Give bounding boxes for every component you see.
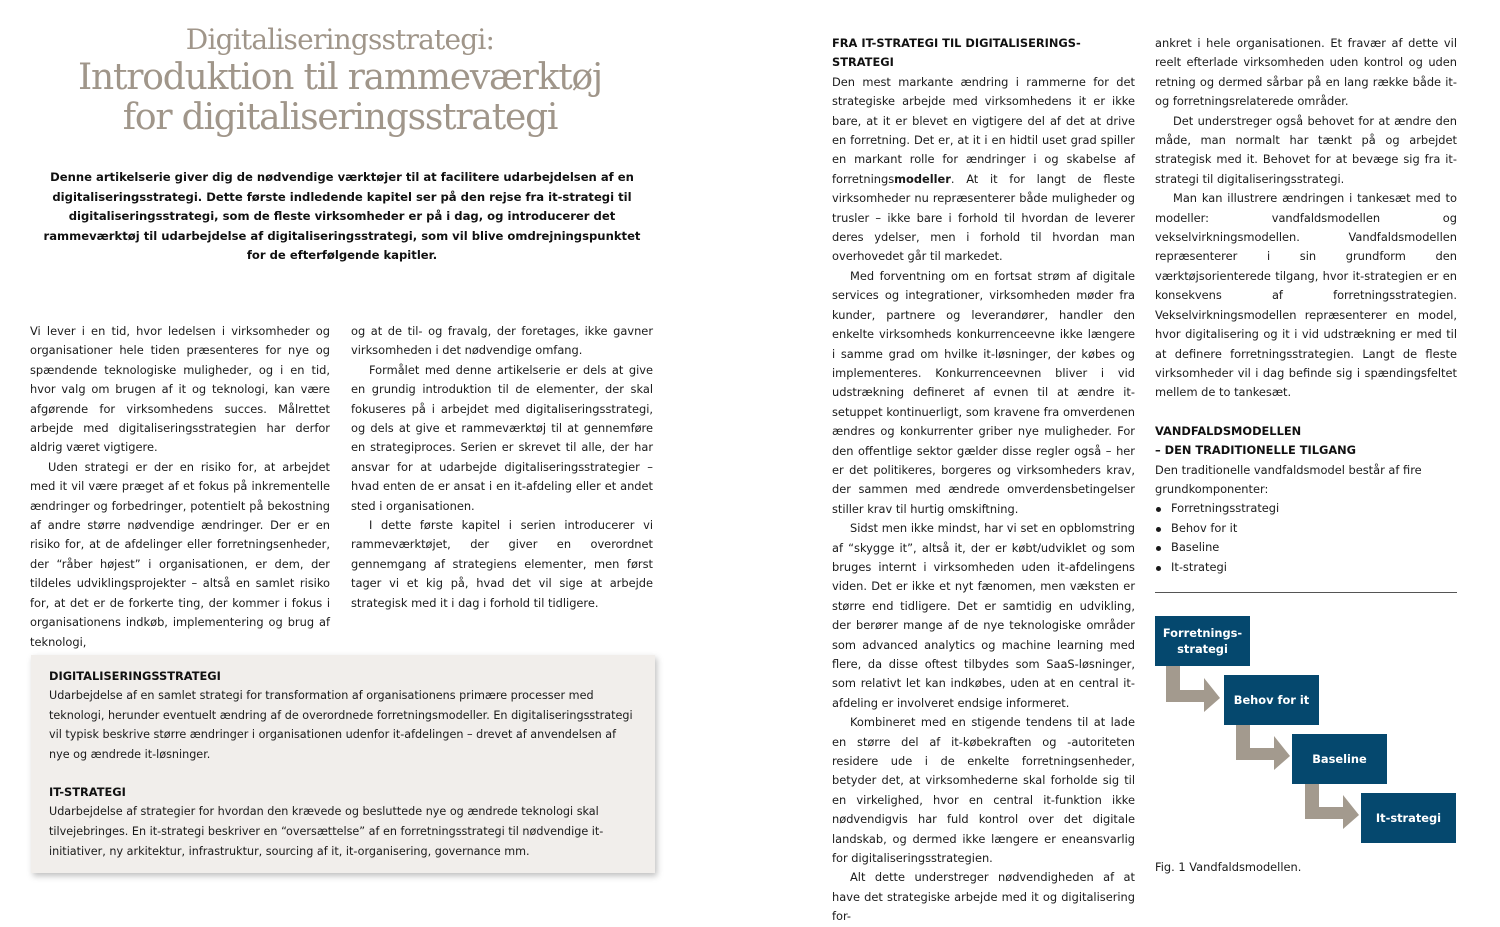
definition-term: DIGITALISERINGSSTRATEGI: [49, 669, 221, 683]
waterfall-step-1: Forretnings-strategi: [1155, 616, 1250, 666]
definition-term: IT-STRATEGI: [49, 785, 126, 800]
list-item: Forretningsstrategi: [1155, 499, 1457, 518]
body-column-3: [832, 34, 1135, 927]
list-item: Baseline: [1155, 538, 1457, 557]
title-main-line1: Introduktion til rammeværktøj: [78, 57, 602, 98]
waterfall-step-4: It-strategi: [1361, 793, 1456, 843]
paragraph: ankret i hele organisationen. Et fravær af dette vil reelt efterlade virksomheden uden kontrol og uden retning og dermed sårbar på en lang række både it- og forretningsrelaterede områder.: [1155, 36, 1457, 109]
paragraph: I dette første kapitel i serien introducerer vi rammeværktøjet, der giver en overordnet gennemgang af strategiens elementer, men først tager vi et kig på, hvad det vil sige at arbejde strategisk med it i dag i forhold til tidligere.: [351, 518, 653, 610]
section-heading: VANDFALDSMODELLEN: [1155, 423, 1302, 438]
figure-caption: Fig. 1 Vandfaldsmodellen.: [1155, 860, 1302, 874]
arrow-shape: [1236, 724, 1290, 770]
arrow-icon: [1166, 666, 1228, 716]
left-page: [0, 0, 690, 890]
list-item: Behov for it: [1155, 519, 1457, 538]
paragraph: og at de til- og fravalg, der foretages, ikke gavner virksomheden i det nødvendige omfang.: [351, 324, 653, 358]
component-list: [1155, 499, 1457, 577]
waterfall-step-2: Behov for it: [1224, 675, 1319, 725]
arrow-icon: [1305, 783, 1367, 833]
body-column-1: [30, 322, 330, 652]
waterfall-diagram: [1150, 610, 1470, 850]
definitions-box: [31, 655, 655, 873]
title-kicker: Digitaliseringsstrategi:: [185, 23, 495, 56]
bullet-icon: [1156, 566, 1161, 571]
bullet-icon: [1156, 546, 1161, 551]
paragraph: Den traditionelle vandfaldsmodel består af fire grundkomponenter:: [1155, 462, 1422, 496]
paragraph: Uden strategi er der en risiko for, at arbejdet med it vil være præget af et fokus på inkrementelle ændringer og forbedringer, potentielt på bekostning af andre større nødvendige ændringer. Der er en risiko for, at de afdelinger eller forretningsenheder, der “råber højest” i organisationen, er dem, der tildeles udviklingsprojekter – altså en samlet risiko for, at det er de forkerte ting, der kommer i fokus i organisationens indkøb, implementering og brug af teknologi,: [30, 459, 330, 649]
paragraph: Med forventning om en fortsat strøm af digitale services og integrationer, virksomheden møder fra kunder, partnere og leverandører, handler den enkelte virksomheds konkurrenceevne ikke længere i samme grad om hvilke it-løsninger, der købes og implementeres. Konkurrenceevnen bliver i vid udstrækning defineret af evnen til at ændre it-setuppet kontinuerligt, som kravene fra omverdenen ændres og konkurrenter griber nye muligheder. For den offentlige sektor gælder disse regler også – her er det politikeres, borgeres og virksomheders krav, der sammen med ændrede omverdensbetingelser stiller krav til hurtig omskiftning.: [832, 268, 1135, 516]
arrow-shape: [1305, 783, 1359, 829]
definition-text: Udarbejdelse af strategier for hvordan den krævede og besluttede nye og ændrede teknologi skal tilvejebringes. En it-strategi beskriver en “oversættelse” af en forretningsstrategi til nødvendige it-initiativer, ny arkitektur, infrastruktur, sourcing af it, it-organisering, governance mm.: [49, 805, 604, 858]
paragraph: Det understreger også behovet for at ændre den måde, man normalt har tænkt på og arbejdet strategisk med it. Behovet for at bevæge sig fra it-strategi til digitaliseringsstrategi.: [1155, 113, 1457, 186]
figure-divider: [1155, 592, 1457, 593]
emphasis: modeller: [894, 171, 951, 186]
arrow-shape: [1166, 666, 1220, 712]
body-column-4: [1155, 34, 1457, 577]
paragraph: Vi lever i en tid, hvor ledelsen i virksomheder og organisationer hele tiden præsenteres for nye og spændende teknologiske muligheder, og i en tid, hvor valg om brugen af it og teknologi, kan være afgørende for virksomhedens succes. Målrettet arbejde med digitaliseringsstrategien har derfor aldrig været vigtigere.: [30, 324, 330, 455]
section-heading: FRA IT-STRATEGI TIL DIGITALISERINGS-STRATEGI: [832, 36, 1081, 70]
body-column-2: [351, 322, 653, 613]
paragraph: Formålet med denne artikelserie er dels at give en grundig introduktion til de elementer, der skal fokuseres på i arbejdet med digitaliseringsstrategi, og dels at give et rammeværktøj til at gennemføre en strategiproces. Serien er skrevet til alle, der har ansvar for at udarbejde digitaliseringsstrategier – hvad enten de er ansat i en it-afdeling eller et andet sted i organisationen.: [351, 362, 653, 513]
waterfall-step-3: Baseline: [1292, 734, 1387, 784]
paragraph: Sidst men ikke mindst, har vi set en opblomstring af “skygge it”, altså it, der er købt/udviklet og som bruges internt i virksomheden uden it-afdelingens viden. Det er ikke et nyt fænomen, men væksten er større end tidligere. Det er samtidig en udvikling, der berører mange af de nye teknologiske områder som advanced analytics og machine learning med flere, da disse oftest tilbydes som SaaS-løsninger, som relativt let kan indkøbes, uden at en central it-afdeling er involveret endsige informeret.: [832, 521, 1135, 710]
arrow-icon: [1236, 724, 1298, 774]
paragraph: Man kan illustrere ændringen i tankesæt med to modeller: vandfaldsmodellen og vekselvirkningsmodellen. Vandfaldsmodellen repræsenterer i sin grundform den værktøjsorienterede tilgang, hvor it-strategien er en konsekvens af forretningsstrategien. Vekselvirkningsmodellen repræsenterer en model, hvor digitalisering og it i vid udstrækning er med til at definere forretningsstrategien. Langt de fleste virksomheder vil i dag befinde sig i spændingsfeltet mellem de to tankesæt.: [1155, 191, 1457, 400]
title-main-line2: for digitaliseringsstrategi: [122, 97, 558, 138]
section-subheading: – DEN TRADITIONELLE TILGANG: [1155, 443, 1357, 458]
list-item: It-strategi: [1155, 558, 1457, 577]
paragraph: Den mest markante ændring i rammerne for det strategiske arbejde med virksomhedens it er ikke bare, at it er blevet en vigtigere del af det at drive en forretning. Det er, at it i en hidtil uset grad spiller en markant rolle for ændringer i og skabelse af forretningsmodeller. At it for langt de fleste virksomheder nu repræsenterer både muligheder og trusler – ikke bare i forhold til hvordan de leverer deres ydelser, men i forhold til hvordan man overhovedet går til markedet.: [832, 74, 1135, 264]
definition-text: Udarbejdelse af en samlet strategi for transformation af organisationens primære processer med teknologi, herunder eventuelt ændring af de overordnede forretningsmodeller. En digitaliseringsstrategi vil typisk beskrive større ændringer i organisationen udenfor it-afdelingen – drevet af anvendelsen af nye og ændrede it-løsninger.: [49, 689, 633, 761]
paragraph: Kombineret med en stigende tendens til at lade en større del af it-købekraften og -autoriteten residere ude i de enkelte forretningsenheder, betyder det, at virksomhederne skal forholde sig til en virkelighed, hvor en central it-funktion ikke nødvendigvis har fuld kontrol over det digitale landskab, og dermed ikke længere er eneansvarlig for digitaliseringsstrategien.: [832, 715, 1135, 866]
bullet-icon: [1156, 527, 1161, 532]
article-title: [0, 22, 680, 138]
bullet-icon: [1156, 507, 1161, 512]
paragraph: Alt dette understreger nødvendigheden af at have det strategiske arbejde med it og digitalisering for-: [832, 870, 1135, 924]
lead-paragraph: Denne artikelserie giver dig de nødvendige værktøjer til at facilitere udarbejdelsen af en digitaliseringsstrategi. Dette første indledende kapitel ser på den rejse fra it-strategi til digitaliseringsstrategi, som de fleste virksomheder er på i dag, og introducerer det rammeværktøj til udarbejdelse af digitaliseringsstrategi, som vil blive omdrejningspunktet for de efterfølgende kapitler.: [43, 170, 641, 263]
